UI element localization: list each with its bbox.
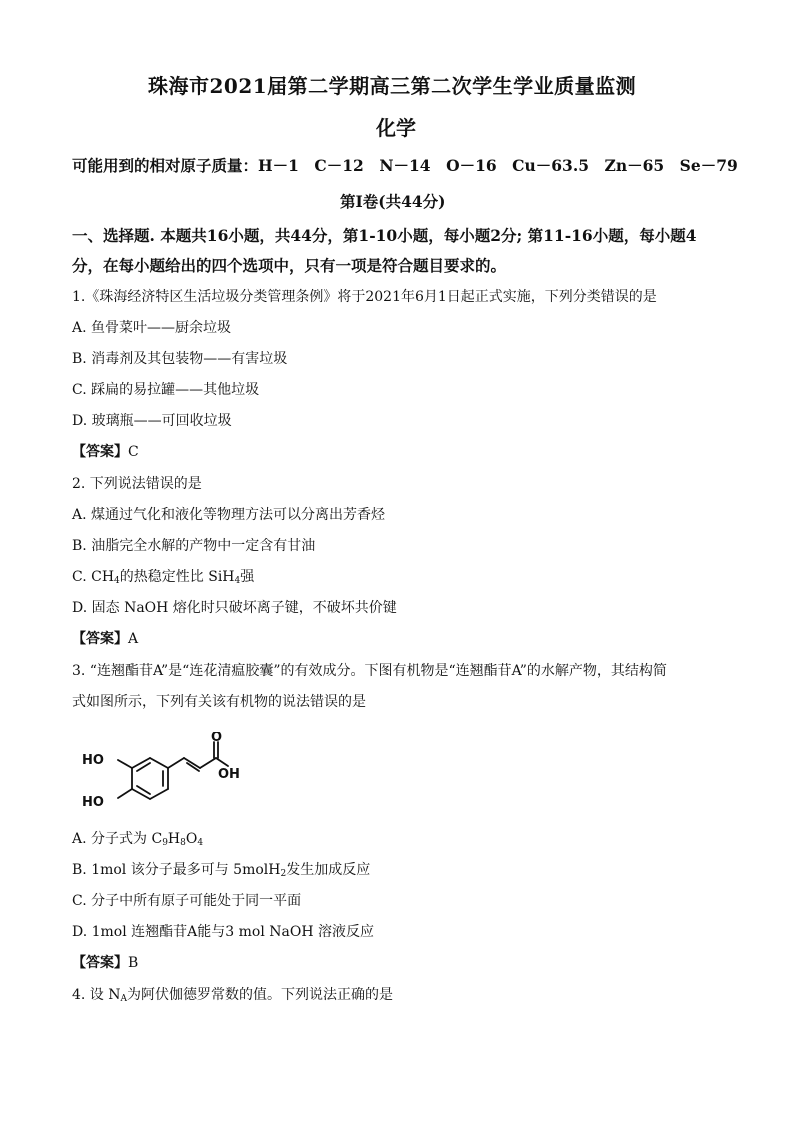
atomic-masses: 可能用到的相对原子质量：H－1 C－12 N－14 O－16 Cu－63.5 Zn－65 Se－79 xyxy=(72,156,738,175)
q3-stem-line-1: 3. “连翘酯苷A”是“连花清瘟胶囊”的有效成分。下图有机物是“连翘酯苷A”的水解产物，其结构简 xyxy=(72,663,667,679)
instructions-line-1: 一、选择题. 本题共16小题，共44分，第1-10小题，每小题2分; 第11-16小题，每小题4 xyxy=(72,226,697,245)
ho-bottom-label: HO xyxy=(82,795,104,810)
q3-answer-value: B xyxy=(128,955,139,971)
q1-option-a: A. 鱼骨菜叶——厨余垃圾 xyxy=(72,320,232,336)
o-label: O xyxy=(211,732,223,745)
answer-label: 【答案】 xyxy=(72,631,128,647)
subject-title: 化学 xyxy=(376,116,416,140)
section-title: 第Ⅰ卷(共44分) xyxy=(340,192,446,211)
q1-option-d: D. 玻璃瓶——可回收垃圾 xyxy=(72,413,232,429)
q3-stem-line-2: 式如图所示，下列有关该有机物的说法错误的是 xyxy=(72,694,366,710)
instructions-line-2: 分，在每小题给出的四个选项中，只有一项是符合题目要求的。 xyxy=(72,256,507,275)
q3-option-c: C. 分子中所有原子可能处于同一平面 xyxy=(72,893,302,909)
q2-option-a: A. 煤通过气化和液化等物理方法可以分离出芳香烃 xyxy=(72,507,386,523)
q3-option-b: B. 1mol 该分子最多可与 5molH$_2$发生加成反应 xyxy=(72,862,371,879)
molecule-structure xyxy=(80,732,240,842)
answer-label: 【答案】 xyxy=(72,955,128,971)
q2-answer-value: A xyxy=(128,631,139,647)
answer-label: 【答案】 xyxy=(72,444,128,460)
page-title: 珠海市2021届第二学期高三第二次学生学业质量监测 xyxy=(148,74,637,98)
q2-stem: 2. 下列说法错误的是 xyxy=(72,476,202,492)
q3-answer xyxy=(72,952,138,972)
q2-option-c: C. $CH_4$的热稳定性比 SiH$_4$强 xyxy=(72,569,255,586)
q3-option-d: D. 1mol 连翘酯苷A能与3 mol NaOH 溶液反应 xyxy=(72,924,374,940)
q1-answer-value: C xyxy=(128,444,139,460)
q2-option-b: B. 油脂完全水解的产物中一定含有甘油 xyxy=(72,538,316,554)
q3-option-a: A. 分子式为 $C_9H_8O_4$ xyxy=(72,831,204,848)
q1-stem: 1.《珠海经济特区生活垃圾分类管理条例》将于2021年6月1日起正式实施，下列分类错误的是 xyxy=(72,289,657,305)
q1-answer xyxy=(72,441,139,461)
q1-option-b: B. 消毒剂及其包装物——有害垃圾 xyxy=(72,351,288,367)
q1-option-c: C. 踩扁的易拉罐——其他垃圾 xyxy=(72,382,260,398)
q2-answer xyxy=(72,628,138,648)
q2-option-d: D. 固态 NaOH 熔化时只破坏离子键，不破坏共价键 xyxy=(72,600,397,616)
oh-label: OH xyxy=(218,767,240,782)
ho-top-label: HO xyxy=(82,753,104,768)
q4-stem: 4. 设 $N_A$为阿伏伽德罗常数的值。下列说法正确的是 xyxy=(72,987,394,1004)
